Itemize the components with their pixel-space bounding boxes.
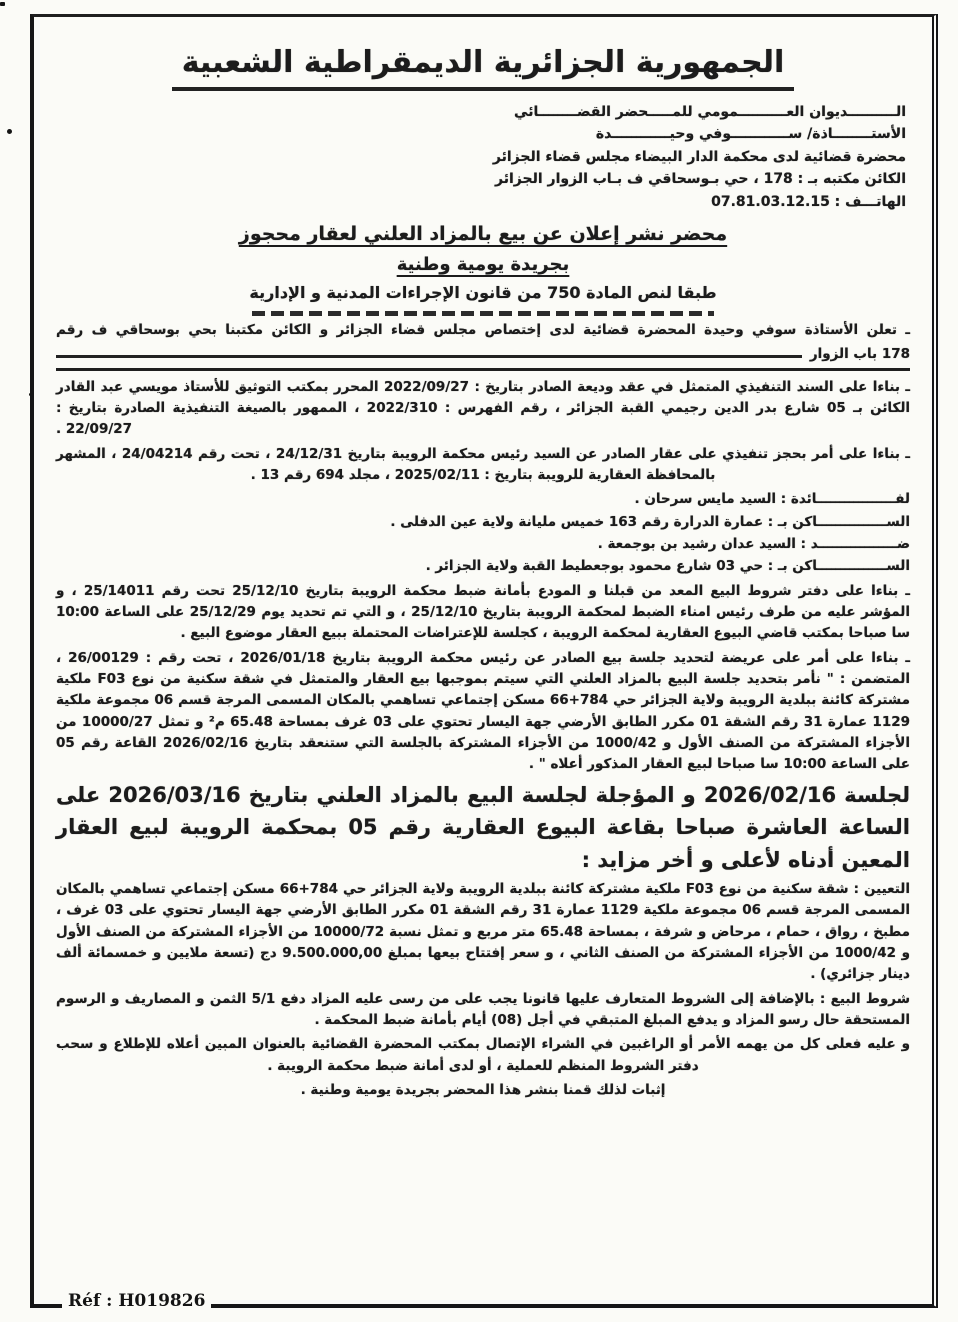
defendant-address-row [56, 556, 910, 577]
scan-speckle [0, 2, 5, 6]
session-order-paragraph: ـ بناءا على أمر على عريضة لتحديد جلسة بيع الصادر عن رئيس محكمة الرويبة بتاريخ 2026/01/18 ، تحت رقم : 26/00129 ، المتضمن : " نأمر بتحديد جلسة البيع بالمزاد العلني التي سيتم بموجبها بيع العقار والمتمثل في شقة سكنية من نوع F03 ملكية مشتركة كائنة ببلدية الرويبة ولاية الجزائر حي 784+66 مسكن إجتماعي تساهمي بالمكان المسمى المرجة قسم 06 مجموعة ملكية 1129 عمارة 31 رقم الشقة 01 مكرر الطابق الأرضي جهة اليسار تحتوي على 03 غرف بمساحة 65.48 م² و تمثل 10000/27 من الأجزاء المشتركة من الصنف الأول و 1000/42 من الأجزاء المشتركة بالجلسة التي ستنعقد بتاريخ 2026/02/16 القاعة رقم 05 على الساعة 10:00 سا صباحا لبيع العقار المذكور أعلاه " . [56, 649, 911, 773]
notice-title-line1: محضر نشر إعلان عن بيع بالمزاد العلني لعقار محجوز [238, 222, 728, 245]
beneficiary-value: السيد مايس سرحان . [634, 491, 777, 508]
defendant-row [56, 534, 910, 555]
announcement-paragraph-end [56, 344, 910, 365]
notice-title-line2: بجريدة يومية وطنية [396, 253, 570, 275]
publication-proof-paragraph: إثبات لذلك قمنا بنشر هذا المحضر بجريدة يومية وطنية . [300, 1082, 666, 1099]
office-name: الــــــــــديوان العــــــــــمومي للمـــــحضر القضــــــــائي [514, 104, 906, 120]
notice-title-block [56, 223, 910, 316]
beneficiary-label: لفـــــــــــــــــائدة : [780, 491, 910, 508]
bailiff-name: الأستــــــــاذة/ ســــــــــــوفي وحيــــــــــــدة [595, 126, 906, 143]
notice-title-law-reference: طبقا لنص المادة 750 من قانون الإجراءات المدنية و الإدارية [249, 282, 717, 302]
defendant-address-label: الســـــــــــــــاكن بـ : [767, 558, 910, 575]
property-designation-paragraph: التعيين : شقة سكنية من نوع F03 ملكية مشتركة كائنة ببلدية الرويبة ولاية الجزائر حي 784+66 مسكن إجتماعي تساهمي بالمكان المسمى المرجة قسم 06 مجموعة ملكية 1129 عمارة 31 رقم الشقة 01 مكرر الطابق الأرضي جهة اليسار تحتوي على 03 غرف ، مطبخ ، رواق ، حمام ، مرحاض و شرفة ، بمساحة 65.48 متر مربع و تمثل نسبة 10000/72 من الأجزاء المشتركة من الصنف الأول و 1000/42 من الأجزاء المشتركة من الصنف الثاني ، و سعر إفتتاح بيعها بمبلغ 9.500.000,00 دج (تسعة ملايين و خمسمائة ألف دينار جزائري) . [56, 881, 911, 983]
contact-note-paragraph: و عليه فعلى كل من يهمه الأمر أو الراغبين في الشراء الإتصال بمكتب المحضرة القضائية بالعنوان المبين أعلاه للإطلاع و سحب دفتر الشروط المنظم للعملية ، أو لدى أمانة ضبط محكمة الرويبة . [56, 1036, 910, 1074]
defendant-label: ضـــــــــــــــــد : [800, 535, 910, 552]
executive-deed-paragraph: ـ بناءا على السند التنفيذي المتمثل في عقد وديعة الصادر بتاريخ : 2022/09/27 المحرر بمكتب التوثيق للأستاذ مويسي عبد القادر الكائن بـ 05 شارع بدر الدين رجيمي القبة الجزائر ، رقم الفهرس : 2022/310 ، الممهور بالصيغة التنفيذية الصادرة بتاريخ : 22/09/27 . [56, 378, 911, 438]
defendant-address-value: حي 03 شارع محمود بوجعطيط القبة ولاية الجزائر . [425, 558, 764, 575]
page-border-frame [30, 14, 938, 1308]
filler-line [56, 355, 802, 358]
defendant-value: السيد عدان رشيد بن بوجمعة . [597, 535, 796, 552]
office-phone: الهاتـــف : 07.81.03.12.15 [711, 193, 906, 210]
office-address: الكائن مكتبه بـ : 178 ، حي بـوسحاقي ف بـاب الزوار الجزائر [495, 171, 906, 188]
dashed-separator [252, 311, 713, 316]
conditions-book-paragraph: ـ بناءا على دفتر شروط البيع المعد من قبلنا و المودع بأمانة ضبط محكمة الرويبة بتاريخ 25/12/10 تحت رقم 25/14011 ، و المؤشر عليه من طرف رئيس امناء الضبط لمحكمة الرويبة بتاريخ 25/12/10 ، و التي تم تحديد يوم 25/12/29 على الساعة 10:00 سا صباحا بمكتب قاضي البيوع العقارية لمحكمة الرويبة ، كجلسة للإعتراضات المحتملة ببيع العقار موضوع البيع . [56, 582, 911, 642]
postponed-session-paragraph: لجلسة 2026/02/16 و المؤجلة لجلسة البيع بالمزاد العلني بتاريخ 2026/03/16 على الساعة العاشرة صباحا بقاعة البيوع العقارية رقم 05 بمحكمة الرويبة لبيع العقار المعين أدناه لأعلى و أخر مزايد : [56, 782, 910, 872]
beneficiary-address-label: الســـــــــــــــاكن بـ : [767, 513, 910, 530]
bailiff-office-block [56, 101, 906, 213]
beneficiary-address-row [56, 512, 910, 533]
announcement-address-end: 178 باب الزوار [809, 346, 910, 363]
notice-body [56, 320, 910, 1101]
separator-line [56, 368, 910, 371]
announcement-paragraph: ـ تعلن الأستاذة سوفي وحيدة المحضرة قضائية لدى إختصاص مجلس قضاء الجزائر و الكائن مكتبنا بحي بوسحاقي ف رقم [56, 321, 910, 338]
sale-terms-paragraph: شروط البيع : بالإضافة إلى الشروط المتعارف عليها قانونا يجب على من رسى عليه المزاد دفع 5/1 الثمن و المصاريف و الرسوم المستحقة حال رسو المزاد و يدفع المبلغ المتبقي في أجل (08) أيام بأمانة ضبط المحكمة . [56, 990, 910, 1029]
seizure-order-paragraph: ـ بناءا على أمر بحجز تنفيذي على عقار الصادر عن السيد رئيس محكمة الرويبة بتاريخ 24/12/31 ، تحت رقم 24/04214 ، المشهر بالمحافظة العقارية للرويبة بتاريخ : 2025/02/11 ، مجلد 694 رقم 13 . [56, 445, 910, 483]
beneficiary-row [56, 489, 910, 510]
reference-number: Réf : H019826 [62, 1291, 211, 1311]
scan-speckle [7, 129, 12, 134]
country-header: الجمهورية الجزائرية الديمقراطية الشعبية [172, 45, 795, 91]
beneficiary-address-value: عمارة الدرارة رقم 163 خميس مليانة ولاية عين الدفلى . [390, 513, 764, 530]
office-description: محضرة قضائية لدى محكمة الدار البيضاء مجلس قضاء الجزائر [492, 148, 906, 165]
